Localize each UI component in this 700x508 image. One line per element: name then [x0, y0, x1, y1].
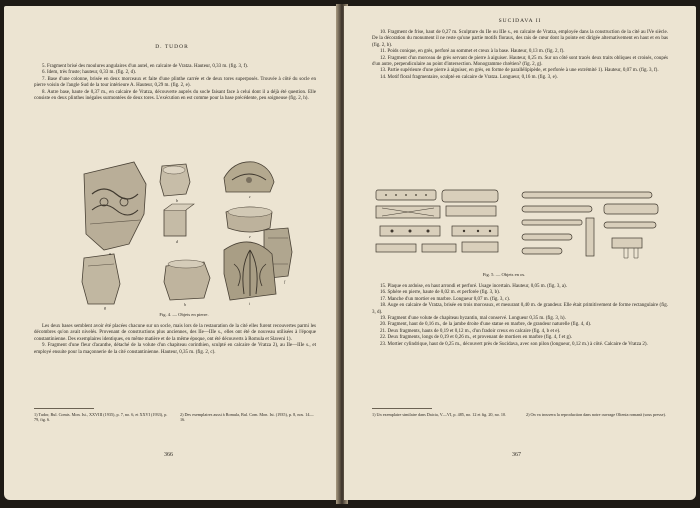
- right-paragraph: 18. Auge en calcaire de Vratza, brisée en trois morceaux, et mesurant 0,40 m. de grandeur. Elle était primitivement de forme rectangulaire (fig. 3, d).: [372, 303, 668, 315]
- left-paragraph: 8. Autre base, haute de 0,37 m., en calcaire de Vratza, découverte auprès du socle faisant face à celui dont il a déjà été question. Elle consiste en deux plinthes inégales surmontées de deux tores. L'exécution en est comme pour la base précédente, peu soigneuse (fig. 2, h).: [34, 89, 316, 102]
- bone-object: [376, 244, 416, 252]
- left-running-head: D. TUDOR: [155, 44, 189, 50]
- figure-object-h: [164, 260, 210, 300]
- left-footnote-2: 2) Des exemplaires aussi à Romula, Bul. Com. Mon. Ist. (1935), p. 8, nos. 14—16.: [180, 412, 314, 423]
- bone-objects-figure: [372, 186, 672, 270]
- figure-object-i: [224, 242, 276, 300]
- right-paragraph: 20. Fragment, haut de 0,16 m., de la jambe droite d'une statue en marbre, de grandeur naturelle (fig. 4, d).: [380, 322, 592, 328]
- right-running-head: SUCIDAVA II: [498, 18, 542, 24]
- bone-object: [612, 238, 642, 248]
- figure-label-e: e: [249, 234, 251, 239]
- right-paragraph: 14. Motif floral fragmentaire, sculpté en calcaire de Vratza. Longueur, 0,16 m. (fig. 3, e).: [380, 74, 558, 80]
- right-top-text: [372, 30, 668, 81]
- right-paragraph: 15. Plaque en ardoise, en haut arrondi et perforé. Usage incertain. Hauteur, 0,05 m. (fig. 3, a).: [380, 284, 567, 289]
- right-paragraph: 22. Deux fragments, longs de 0,19 et 0,26 m., et provenant de mortiers en marbre (fig. 4, f et g).: [380, 335, 572, 341]
- left-paragraph: 9. Fragment d'une fleur d'acanthe, détaché de la volute d'un chapiteau corinthien, sculpté en calcaire de Vratza 2), au IIe—IIIe s., et employé ensuite pour la maçonnerie de la cité constantinienne. Hauteur, 0,35 m. (fig. 2, c).: [34, 343, 316, 355]
- figure-object-e: [226, 207, 272, 232]
- stone-objects-figure: [74, 154, 314, 310]
- bone-object: [604, 204, 658, 214]
- left-paragraph: 7. Base d'une colonne, brisée en deux morceaux et faite d'une plinthe carrée et de deux tores superposés. Trouvée à côté du socle en pierre voisin de l'angle Sud de la tour intérieure A. Hauteur, 0,29 m. (fig. 2, e).: [34, 76, 316, 89]
- right-paragraph: 23. Mortier cylindrique, haut de 0,25 m., découvert près de Sucidava, avec son pilon (longueur, 0,12 m.) à côté. Calcaire de Vratza 2).: [380, 341, 648, 347]
- left-figure-caption: Fig. 4. — Objets en pierre.: [159, 312, 209, 317]
- left-bottom-text: [34, 324, 316, 356]
- right-paragraph: 11. Poids conique, en grès, perforé au sommet et creux à la base. Hauteur, 0,13 m. (fig. 2, f).: [380, 49, 565, 55]
- right-paragraph: 21. Deux fragments, hauts de 0,19 et 0,12 m., d'un fradoir creux en calcaire (fig. 4, b et e).: [380, 328, 561, 334]
- figure-object-c: [224, 162, 274, 192]
- bone-object: [522, 234, 572, 240]
- left-page: [4, 6, 340, 500]
- figure-label-c: c: [249, 194, 251, 199]
- bone-object: [522, 248, 562, 254]
- bone-object: [586, 218, 594, 256]
- bone-object: [604, 222, 656, 228]
- bone-object: [522, 206, 592, 212]
- left-page-number: 366: [164, 452, 173, 458]
- right-paragraph: 16. Sphère en pierre, haute de 0,02 m. et perforée (fig. 3, b).: [380, 290, 501, 296]
- left-footnote-1: 1) Tudor, Bul. Comis. Mon. Ist., XXVIII (1935), p. 7, no. 6, et XXVI (1933), p. 79, fig. 6.: [34, 412, 168, 423]
- footnote-rule: [34, 408, 94, 409]
- bone-object: [522, 192, 652, 198]
- left-top-text: [34, 64, 316, 102]
- figure-object-a: [84, 162, 146, 250]
- bone-object: [442, 190, 498, 202]
- right-footnote-2: 2) On va trouvera la reproduction dans notre ouvrage Oltenia romană (sous presse).: [526, 412, 666, 417]
- right-paragraph: 13. Partie supérieure d'une pierre à aiguiser, en grès, en forme de parallélipipède, et perforée à une extrémité 1). Hauteur, 0,07 m. (fig. 3, f).: [380, 68, 659, 74]
- figure-object-d: [164, 204, 194, 236]
- figure-label-f: f: [284, 279, 286, 284]
- bone-object: [462, 242, 498, 252]
- bone-object: [446, 206, 496, 216]
- right-page: [344, 6, 696, 500]
- bone-object: [522, 220, 582, 225]
- right-footnote-1: 1) Un exemplaire similaire dans Daicia, V—VI, p. 485, no. 12 et fig. 20, no. 10.: [372, 412, 507, 417]
- right-paragraph: 17. Manche d'un mortier en marbre. Longueur 0,07 m. (fig. 3, c).: [380, 296, 511, 302]
- left-paragraph: Les deux bases semblent avoir été placées chacune sur un socle, mais lors de la restauration de la cité elles furent recouvertes parmi les décombres qu'on avait nivelés. Provenant de constructions plus anciennes, des IIe—IIIe s., elles ont été de nouveau utilisées à l'époque constantinienne. Des exemplaires identiques, en même matière et de la même époque, ont été découverts à Romula et Slaveni 1).: [34, 324, 316, 342]
- right-bottom-text: [372, 284, 668, 348]
- figure-label-h: h: [184, 302, 186, 307]
- left-paragraph: 6. Idem, très fruste; hauteur, 0,33 m. (fig. 2, d).: [42, 70, 137, 76]
- figure-object-b: [160, 164, 190, 196]
- right-figure-caption: Fig. 5. — Objets en os.: [482, 272, 526, 277]
- figure-label-a: a: [109, 251, 111, 256]
- right-paragraph: 19. Fragment d'une volute de chapiteau byzantin, mal conservé. Longueur 0,35 m. (fig. 3, h).: [380, 316, 566, 322]
- right-paragraph: 10. Fragment de frise, haut de 0,27 m. Sculpture du IIe ou IIIe s., en calcaire de Vratza, employée dans la construction de la cité au IVe siècle. De la décoration du monument il ne reste qu'une partie motifs floraux, des rais de cœur dont la pointe est dirigée alternativement en haut et en bas (fig. 2, b).: [372, 30, 668, 48]
- figure-label-i: i: [249, 301, 251, 306]
- figure-label-g: g: [104, 305, 106, 310]
- right-paragraph: 12. Fragment d'un morceau de grès servant de pierre à aiguiser. Hauteur, 0,25 m. Sur un côté sont tracés deux traits obliques et croisés, coupés d'un autre, perpendiculaire au point d'intersection. Monogramme chrétien? (fig. 2, g).: [372, 55, 668, 68]
- left-paragraph: 5. Fragment brisé des moulures angulaires d'un autel, en calcaire de Vratza. Hauteur, 0,33 m. (fig. 3, f).: [42, 64, 249, 69]
- figure-object-g: [82, 254, 120, 304]
- footnote-rule: [372, 408, 432, 409]
- figure-label-d: d: [176, 239, 178, 244]
- right-page-number: 367: [512, 452, 521, 458]
- figure-label-b: b: [176, 198, 178, 203]
- bone-object: [422, 244, 456, 252]
